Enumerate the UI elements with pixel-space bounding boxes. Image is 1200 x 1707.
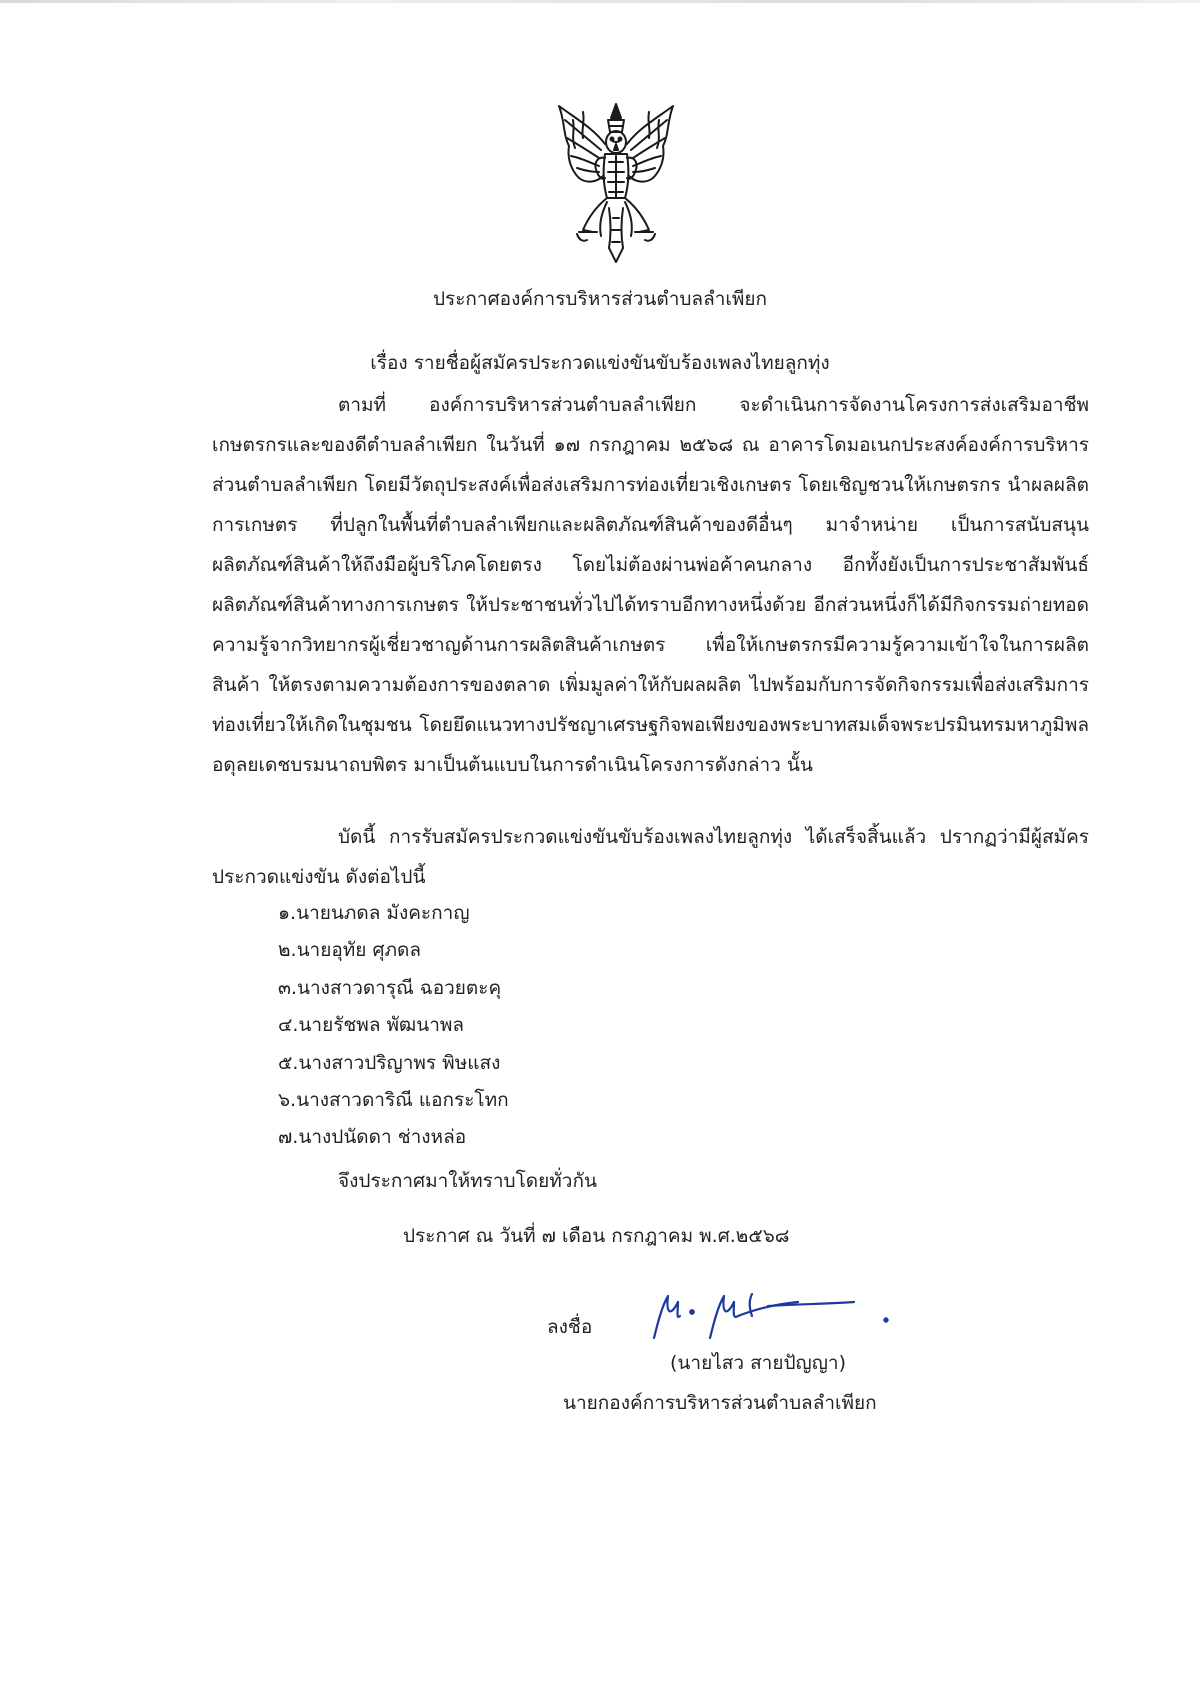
list-item: ๖.นางสาวดาริณี แอกระโทก (278, 1089, 509, 1112)
announcement-issuer-title: ประกาศองค์การบริหารส่วนตำบลลำเพียก (432, 288, 768, 310)
list-item: ๓.นางสาวดารุณี ฉอวยตะคุ (278, 976, 502, 999)
announcement-date: ประกาศ ณ วันที่ ๗ เดือน กรกฎาคม พ.ศ.๒๕๖๘ (403, 1225, 790, 1247)
sign-label: ลงชื่อ (547, 1316, 593, 1338)
announcement-paragraph-2: บัดนี้ การรับสมัครประกวดแข่งขันขับร้องเพลงไทยลูกทุ่ง ได้เสร็จสิ้นแล้ว ปรากฏว่ามีผู้สมัครประกวดแข่งขัน ดังต่อไปนี้ (212, 826, 1089, 888)
signer-name: (นายไสว สายปัญญา) (670, 1352, 846, 1374)
list-item: ๑.นายนภดล มังคะกาญ (278, 902, 470, 924)
page-edge-line (0, 0, 1200, 3)
list-item: ๗.นางปนัดดา ช่างหล่อ (278, 1126, 467, 1149)
signer-position: นายกองค์การบริหารส่วนตำบลลำเพียก (563, 1392, 877, 1414)
list-item: ๔.นายรัชพล พัฒนาพล (278, 1014, 465, 1037)
announcement-paragraph-1: ตามที่ องค์การบริหารส่วนตำบลลำเพียก จะดำเนินการจัดงานโครงการส่งเสริมอาชีพเกษตรกรและของดีตำบลลำเพียก ในวันที่ ๑๗ กรกฎาคม ๒๕๖๘ ณ อาคารโดมอเนกประสงค์องค์การบริหารส่วนตำบลลำเพียก โดยมีวัตถุประสงค์เพื่อส่งเสริมการท่องเที่ยวเชิงเกษตร โดยเชิญชวนให้เกษตรกร นำผลผลิตการเกษตร ที่ปลูกในพื้นที่ตำบลลำเพียกและผลิตภัณฑ์สินค้าของดีอื่นๆ มาจำหน่าย เป็นการสนับสนุนผลิตภัณฑ์สินค้าให้ถึงมือผู้บริโภคโดยตรง โดยไม่ต้องผ่านพ่อค้าคนกลาง อีกทั้งยังเป็นการประชาสัมพันธ์ผลิตภัณฑ์สินค้าทางการเกษตร ให้ประชาชนทั่วไปได้ทราบอีกทางหนึ่งด้วย อีกส่วนหนึ่งก็ได้มีกิจกรรมถ่ายทอดความรู้จากวิทยากรผู้เชี่ยวชาญด้านการผลิตสินค้าเกษตร เพื่อให้เกษตรกรมีความรู้ความเข้าใจในการผลิตสินค้า ให้ตรงตามความต้องการของตลาด เพิ่มมูลค่าให้กับผลผลิต ไปพร้อมกับการจัดกิจกรรมเพื่อส่งเสริมการท่องเที่ยวให้เกิดในชุมชน โดยยึดแนวทางปรัชญาเศรษฐกิจพอเพียงของพระบาทสมเด็จพระปรมินทรมหาภูมิพลอดุลยเดชบรมนาถบพิตร มาเป็นต้นแบบในการดำเนินโครงการดังกล่าว นั้น (212, 394, 1089, 776)
list-item: ๒.นายอุทัย ศุภดล (278, 939, 422, 962)
applicant-list (278, 895, 509, 1157)
closing-statement: จึงประกาศมาให้ทราบโดยทั่วกัน (338, 1170, 597, 1192)
garuda-emblem-icon (553, 98, 679, 266)
handwritten-signature (648, 1282, 898, 1352)
announcement-subject: เรื่อง รายชื่อผู้สมัครประกวดแข่งขันขับร้องเพลงไทยลูกทุ่ง (370, 352, 830, 374)
list-item: ๕.นางสาวปริญาพร พิษแสง (278, 1051, 501, 1074)
